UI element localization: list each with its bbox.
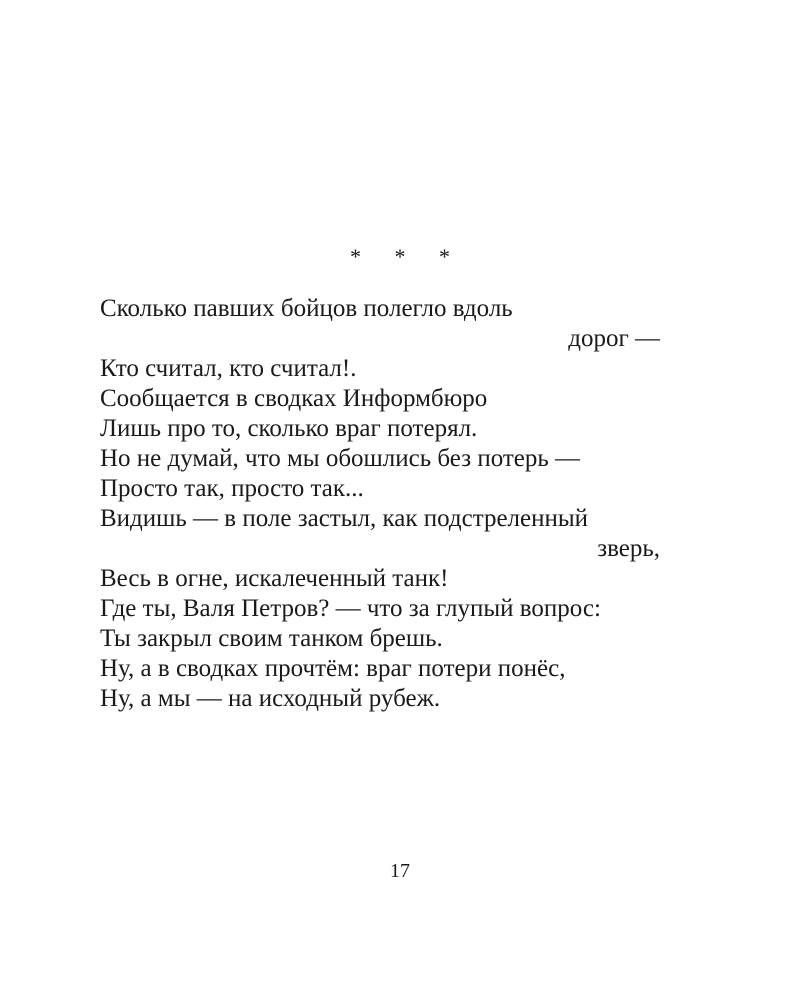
poem-line: Ну, а в сводках прочтём: враг потери понёс, — [100, 655, 566, 682]
poem-text — [100, 294, 660, 714]
poem-line-continuation: дорог — — [568, 325, 660, 352]
poem-line: Видишь — в поле застыл, как подстреленный — [100, 505, 589, 532]
page-number: 17 — [390, 860, 410, 882]
poem-line: Просто так, просто так... — [100, 475, 364, 502]
poem-line: Ты закрыл своим танком брешь. — [100, 625, 443, 652]
poem-line: Но не думай, что мы обошлись без потерь — — [100, 445, 581, 472]
poem-line: Где ты, Валя Петров? — что за глупый вопрос: — [100, 595, 601, 622]
poem-line: Лишь про то, сколько враг потерял. — [100, 415, 478, 442]
poem-line-continuation: зверь, — [597, 535, 660, 562]
poem-line: Сколько павших бойцов полегло вдоль — [100, 295, 513, 322]
poem-line: Сообщается в сводках Информбюро — [100, 385, 488, 412]
poem-line: Кто считал, кто считал!. — [100, 355, 357, 382]
section-separator: * * * — [350, 244, 464, 269]
poem-line: Ну, а мы — на исходный рубеж. — [100, 685, 441, 712]
poem-line: Весь в огне, искалеченный танк! — [100, 565, 449, 592]
